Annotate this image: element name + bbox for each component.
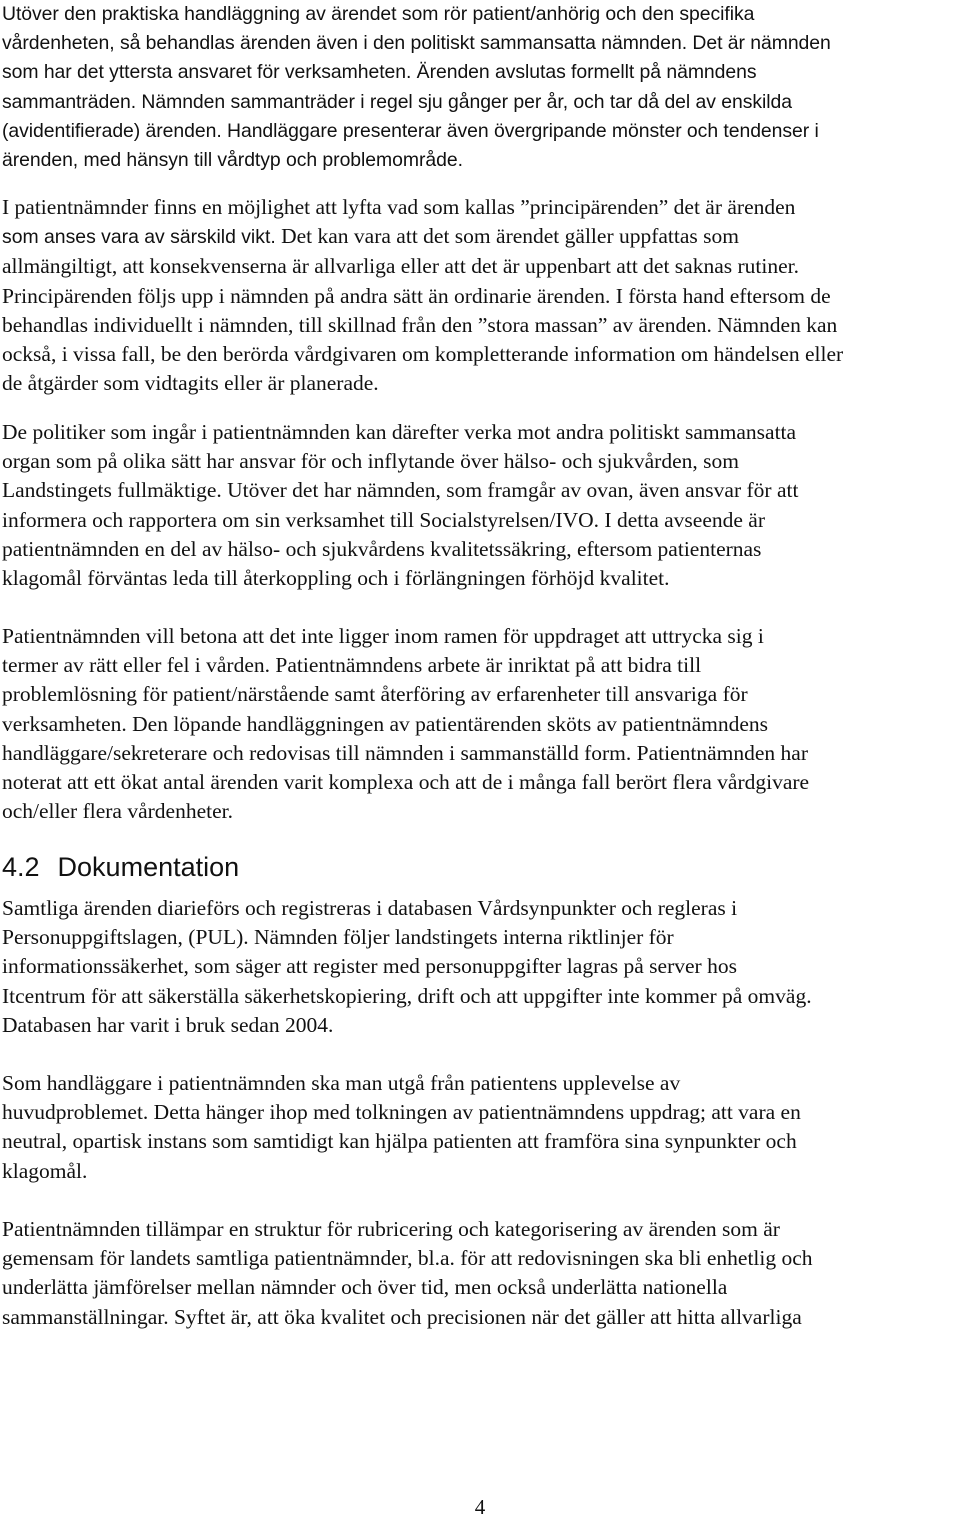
text-segment: som anses vara av särskild vikt. (2, 226, 276, 249)
text-line: sammanställningar. Syftet är, att öka kvalitet och precisionen när det gäller att hitta allvarliga (2, 1304, 802, 1329)
text-line: Utöver den praktiska handläggning av ärendet som rör patient/anhörig och den specifika (2, 3, 755, 25)
text-line: underlätta jämförelser mellan nämnder och över tid, men också underlätta nationella (2, 1275, 728, 1300)
text-line: klagomål förväntas leda till återkoppling och i förlängningen förhöjd kvalitet. (2, 566, 670, 591)
text-line: informationssäkerhet, som säger att register med personuppgifter lagras på server hos (2, 954, 737, 979)
text-line (2, 222, 960, 252)
text-line: Personuppgiftslagen, (PUL). Nämnden följer landstingets interna riktlinjer för (2, 925, 674, 950)
text-line: verksamheten. Den löpande handläggningen av patientärenden sköts av patientnämndens (2, 711, 768, 736)
section-heading (2, 849, 239, 885)
text-line: som har det yttersta ansvaret för verksamheten. Ärenden avslutas formellt på nämndens (2, 61, 757, 84)
paragraph-1 (2, 0, 960, 175)
text-line: neutral, opartisk instans som samtidigt kan hjälpa patienten att framföra sina synpunkter och (2, 1129, 797, 1154)
text-line: termer av rätt eller fel i vården. Patientnämndens arbete är inriktat på att bidra till (2, 653, 702, 678)
text-line: huvudproblemet. Detta hänger ihop med tolkningen av patientnämndens uppdrag; att vara en (2, 1100, 801, 1125)
text-line: noterat att ett ökat antal ärenden varit komplexa och att de i många fall berört flera vårdgivare (2, 770, 810, 795)
paragraph-2 (2, 193, 960, 398)
text-line: problemlösning för patient/närstående samt återföring av erfarenheter till ansvariga för (2, 682, 748, 707)
text-segment: Det kan vara att det som ärendet gäller uppfattas som (275, 224, 739, 249)
text-line: gemensam för landets samtliga patientnämnder, bl.a. för att redovisningen ska bli enhetlig och (2, 1246, 813, 1271)
text-line: ärenden, med hänsyn till vårdtyp och problemområde. (2, 149, 463, 172)
text-line: patientnämnden en del av hälso- och sjukvårdens kvalitetssäkring, eftersom patienternas (2, 536, 762, 561)
text-line: Patientnämnden tillämpar en struktur för rubricering och kategorisering av ärenden som är (2, 1217, 780, 1241)
text-line: Principärenden följs upp i nämnden på andra sätt än ordinarie ärenden. I första hand eftersom de (2, 283, 831, 308)
paragraph-5 (2, 894, 960, 1040)
text-line: behandlas individuellt i nämnden, till skillnad från den ”stora massan” av ärenden. Nämnden kan (2, 312, 838, 337)
text-line: organ som på olika sätt har ansvar för och inflytande över hälso- och sjukvården, som (2, 449, 739, 474)
text-line: I patientnämnder finns en möjlighet att lyfta vad som kallas ”principärenden” det är ärenden (2, 195, 796, 219)
text-line: Landstingets fullmäktige. Utöver det har nämnden, som framgår av ovan, även ansvar för att (2, 478, 799, 503)
text-line: vårdenheten, så behandlas ärenden även i den politiskt sammansatta nämnden. Det är nämnden (2, 32, 831, 55)
text-line: och/eller flera vårdenheter. (2, 799, 233, 824)
text-line: Som handläggare i patientnämnden ska man utgå från patientens upplevelse av (2, 1071, 681, 1095)
section-title: Dokumentation (57, 852, 240, 882)
text-line: allmängiltigt, att konsekvenserna är allvarliga eller att det är uppenbart att det saknas rutiner. (2, 254, 800, 279)
text-line: de åtgärder som vidtagits eller är planerade. (2, 371, 379, 396)
text-line: Databasen har varit i bruk sedan 2004. (2, 1012, 334, 1037)
section-number: 4.2 (2, 852, 40, 882)
text-line: också, i vissa fall, be den berörda vårdgivaren om kompletterande information om händelsen eller (2, 342, 844, 367)
text-line: informera och rapportera om sin verksamhet till Socialstyrelsen/IVO. I detta avseende är (2, 507, 765, 532)
text-line: (avidentifierade) ärenden. Handläggare presenterar även övergripande mönster och tendenser i (2, 119, 819, 142)
paragraph-7 (2, 1215, 960, 1332)
paragraph-3 (2, 418, 960, 593)
paragraph-6 (2, 1069, 960, 1186)
paragraph-4 (2, 622, 960, 826)
text-line: sammanträden. Nämnden sammanträder i regel sju gånger per år, och tar då del av enskilda (2, 90, 792, 113)
page-number: 4 (474, 1495, 486, 1519)
text-line: handläggare/sekreterare och redovisas till nämnden i sammanställd form. Patientnämnden har (2, 740, 808, 765)
text-line: Patientnämnden vill betona att det inte ligger inom ramen för uppdraget att uttrycka sig i (2, 624, 764, 648)
text-line: Samtliga ärenden diarieförs och registreras i databasen Vårdsynpunkter och regleras i (2, 896, 738, 920)
text-line: klagomål. (2, 1158, 88, 1183)
text-line: Itcentrum för att säkerställa säkerhetskopiering, drift och att uppgifter inte kommer på omväg. (2, 983, 812, 1008)
text-line: De politiker som ingår i patientnämnden kan därefter verka mot andra politiskt sammansatta (2, 420, 797, 444)
